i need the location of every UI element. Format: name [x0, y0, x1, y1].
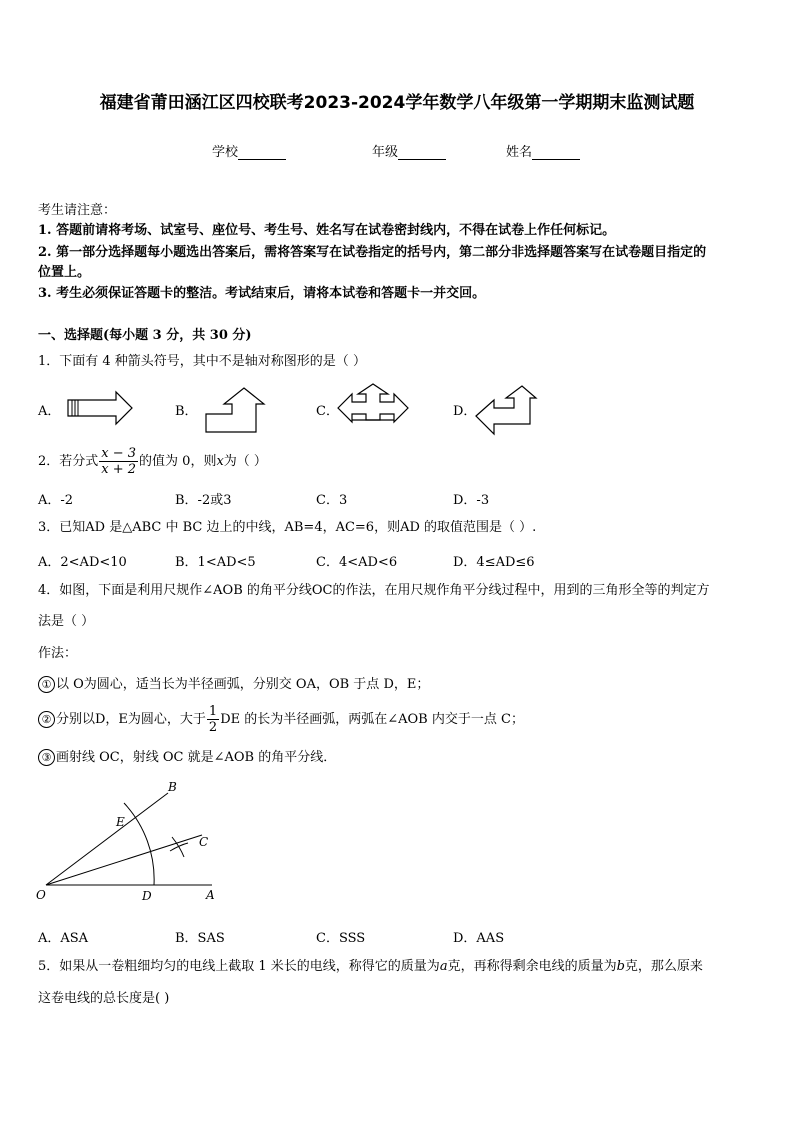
label-a: A [206, 888, 215, 902]
q4-option-d: D．AAS [453, 931, 505, 946]
q3-option-a: A．2<AD<10 [38, 555, 127, 570]
q3-option-b: B．1<AD<5 [175, 555, 256, 570]
q3-option-d: D．4≤AD≤6 [453, 555, 535, 570]
q5-b: b [616, 959, 625, 974]
q1-arrow-b-icon [202, 386, 268, 436]
school-field [212, 141, 286, 160]
q1-arrow-a-icon [64, 390, 136, 426]
notice-item-1: 1. 答题前请将考场、试室号、座位号、考生号、姓名写在试卷密封线内，不得在试卷上作任何标记。 [38, 223, 616, 238]
ray-ob [46, 793, 168, 885]
q4-option-a: A．ASA [38, 931, 89, 946]
q2-fraction [99, 446, 138, 477]
notice-item-2: 2. 第一部分选择题每小题选出答案后，需将答案写在试卷指定的括号内，第二部分非选择题答案写在试卷题目指定的 [38, 245, 707, 260]
q2-option-b: B．-2或3 [175, 493, 232, 508]
q3-stem: 3．已知AD 是△ABC 中 BC 边上的中线，AB=4，AC=6，则AD 的取值范围是（ ）. [38, 520, 537, 535]
name-label: 姓名 [506, 145, 533, 160]
label-c: C [199, 835, 209, 849]
label-e: E [116, 815, 125, 829]
name-blank [532, 147, 580, 160]
q4-step3 [38, 748, 336, 768]
q2-option-c: C．3 [316, 493, 348, 508]
q5-pre: 5．如果从一卷粗细均匀的电线上截取 1 米长的电线，称得它的质量为 [38, 959, 440, 974]
q4-option-c: C．SSS [316, 931, 366, 946]
label-o: O [36, 888, 46, 902]
page-title: 福建省莆田涵江区四校联考2023-2024学年数学八年级第一学期期末监测试题 [99, 93, 695, 113]
step2-post: DE 的长为半径画弧，两弧在∠AOB 内交于一点 C； [220, 712, 524, 727]
step3-text: 画射线 OC，射线 OC 就是∠AOB 的角平分线． [56, 750, 337, 765]
step2-fraction [207, 704, 219, 735]
q5-a: a [439, 959, 448, 974]
q1-label-b: B． [175, 404, 198, 419]
q4-angle-figure [30, 775, 230, 910]
q5-line1 [38, 957, 703, 977]
step2-pre: 分别以D，E为圆心，大于 [56, 712, 206, 727]
school-label: 学校 [212, 145, 239, 160]
q1-label-c: C． [316, 404, 339, 419]
q2-denominator: x + 2 [101, 462, 137, 477]
q1-stem: 1．下面有 4 种箭头符号，其中不是轴对称图形的是（ ） [38, 354, 366, 369]
q2-pre: 2．若分式 [38, 454, 99, 469]
q5-mid: 克，再称得剩余电线的质量为 [447, 959, 617, 974]
q2-post2: 为（ ） [223, 454, 267, 469]
q1-label-a: A． [38, 404, 61, 419]
q1-label-d: D． [453, 404, 477, 419]
q4-option-b: B．SAS [175, 931, 225, 946]
notice-item-2-cont: 位置上。 [38, 265, 91, 280]
notice-item-3: 3. 考生必须保证答题卡的整洁。考试结束后，请将本试卷和答题卡一并交回。 [38, 286, 486, 301]
grade-label: 年级 [372, 145, 399, 160]
q4-line1: 4．如图，下面是利用尺规作∠AOB 的角平分线OC的作法，在用尺规作角平分线过程中，用到的三角形全等的判定方 [38, 583, 710, 598]
notice-heading: 考生请注意： [38, 203, 117, 218]
q2-numerator: x − 3 [101, 446, 137, 461]
ray-oc [46, 835, 202, 885]
q5-line2: 这卷电线的总长度是( ) [38, 991, 170, 1006]
step3-mark: ③ [38, 749, 55, 766]
label-d: D [142, 889, 152, 903]
grade-blank [398, 147, 446, 160]
step1-text: 以 O为圆心，适当长为半径画弧，分别交 OA，OB 于点 D，E； [56, 677, 430, 692]
q2-post1: 的值为 0，则 [139, 454, 217, 469]
q5-post: 克，那么原来 [624, 959, 703, 974]
grade-field [372, 141, 446, 160]
q4-step1 [38, 675, 429, 695]
q1-arrow-d-icon [474, 384, 540, 440]
q2-option-a: A．-2 [38, 493, 74, 508]
section-heading: 一、选择题(每小题 3 分，共 30 分) [38, 328, 252, 343]
label-b: B [168, 780, 177, 794]
school-blank [238, 147, 286, 160]
q2-option-d: D．-3 [453, 493, 490, 508]
q4-step2 [38, 702, 524, 738]
q4-line2: 法是（ ） [38, 614, 95, 629]
name-field [506, 141, 580, 160]
q3-option-c: C．4<AD<6 [316, 555, 398, 570]
step2-numerator: 1 [208, 704, 218, 719]
step2-denominator: 2 [208, 720, 218, 735]
q2-var: x [216, 454, 224, 469]
q4-method: 作法： [38, 646, 78, 661]
step2-mark: ② [38, 711, 55, 728]
step1-mark: ① [38, 676, 55, 693]
q2-stem [38, 443, 267, 481]
q1-arrow-c-icon [336, 382, 410, 434]
